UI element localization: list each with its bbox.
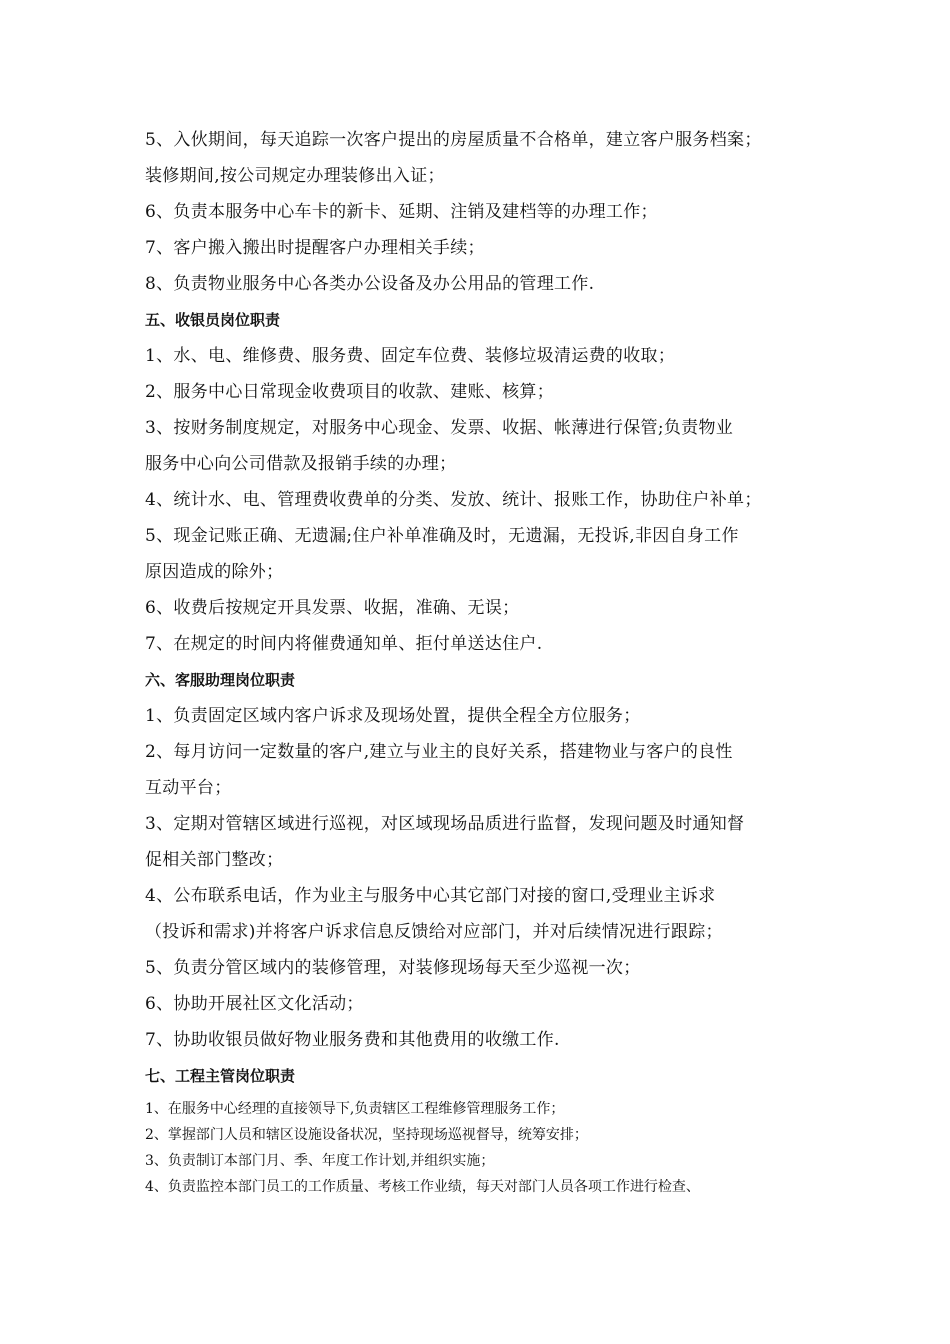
paragraph-line: 6、负责本服务中心车卡的新卡、延期、注销及建档等的办理工作； bbox=[145, 202, 658, 222]
document-page bbox=[145, 122, 820, 1200]
paragraph-line: 7、在规定的时间内将催费通知单、拒付单送达住户. bbox=[145, 634, 543, 654]
paragraph-line: 5、负责分管区域内的装修管理，对装修现场每天至少巡视一次； bbox=[145, 958, 641, 978]
paragraph-line: 1、在服务中心经理的直接领导下,负责辖区工程维修管理服务工作； bbox=[145, 1101, 565, 1117]
paragraph-line: 2、服务中心日常现金收费项目的收款、建账、核算； bbox=[145, 382, 555, 402]
paragraph-line: 3、定期对管辖区域进行巡视，对区域现场品质进行监督，发现问题及时通知督 bbox=[145, 814, 745, 834]
section-4-continued bbox=[145, 122, 820, 302]
section-heading: 六、客服助理岗位职责 bbox=[145, 671, 296, 689]
section-6-customer-service-assistant bbox=[145, 662, 820, 1058]
section-heading: 七、工程主管岗位职责 bbox=[145, 1067, 296, 1085]
paragraph-line: 4、公布联系电话，作为业主与服务中心其它部门对接的窗口,受理业主诉求 bbox=[145, 886, 716, 906]
paragraph-line: 1、负责固定区域内客户诉求及现场处置，提供全程全方位服务； bbox=[145, 706, 641, 726]
paragraph-line: 3、负责制订本部门月、季、年度工作计划,并组织实施； bbox=[145, 1153, 495, 1169]
paragraph-line: 7、客户搬入搬出时提醒客户办理相关手续； bbox=[145, 238, 485, 258]
paragraph-line: 促相关部门整改； bbox=[145, 850, 284, 870]
paragraph-line: 5、现金记账正确、无遗漏;住户补单准确及时，无遗漏，无投诉,非因自身工作 bbox=[145, 526, 739, 546]
paragraph-line: 4、统计水、电、管理费收费单的分类、发放、统计、报账工作，协助住户补单； bbox=[145, 490, 762, 510]
paragraph-line: 7、协助收银员做好物业服务费和其他费用的收缴工作. bbox=[145, 1030, 560, 1050]
paragraph-line: 6、收费后按规定开具发票、收据，准确、无误； bbox=[145, 598, 520, 618]
paragraph-line: 1、水、电、维修费、服务费、固定车位费、装修垃圾清运费的收取； bbox=[145, 346, 676, 366]
paragraph-line: 服务中心向公司借款及报销手续的办理； bbox=[145, 454, 457, 474]
paragraph-line: 8、负责物业服务中心各类办公设备及办公用品的管理工作. bbox=[145, 274, 595, 294]
paragraph-line: 6、协助开展社区文化活动； bbox=[145, 994, 364, 1014]
section-heading: 五、收银员岗位职责 bbox=[145, 311, 281, 329]
paragraph-line: 3、按财务制度规定，对服务中心现金、发票、收据、帐薄进行保管;负责物业 bbox=[145, 418, 734, 438]
paragraph-line: 2、掌握部门人员和辖区设施设备状况，坚持现场巡视督导，统筹安排； bbox=[145, 1127, 588, 1143]
paragraph-line: 互动平台； bbox=[145, 778, 232, 798]
section-5-cashier bbox=[145, 302, 820, 662]
paragraph-line: 装修期间,按公司规定办理装修出入证； bbox=[145, 166, 445, 186]
section-7-engineering-supervisor bbox=[145, 1058, 820, 1200]
paragraph-line: 4、负责监控本部门员工的工作质量、考核工作业绩，每天对部门人员各项工作进行检查、 bbox=[145, 1179, 700, 1195]
paragraph-line: 2、每月访问一定数量的客户,建立与业主的良好关系，搭建物业与客户的良性 bbox=[145, 742, 733, 762]
paragraph-line: 原因造成的除外； bbox=[145, 562, 284, 582]
paragraph-line: 5、入伙期间，每天追踪一次客户提出的房屋质量不合格单，建立客户服务档案； bbox=[145, 130, 762, 150]
paragraph-line: （投诉和需求)并将客户诉求信息反馈给对应部门，并对后续情况进行跟踪； bbox=[145, 922, 723, 942]
